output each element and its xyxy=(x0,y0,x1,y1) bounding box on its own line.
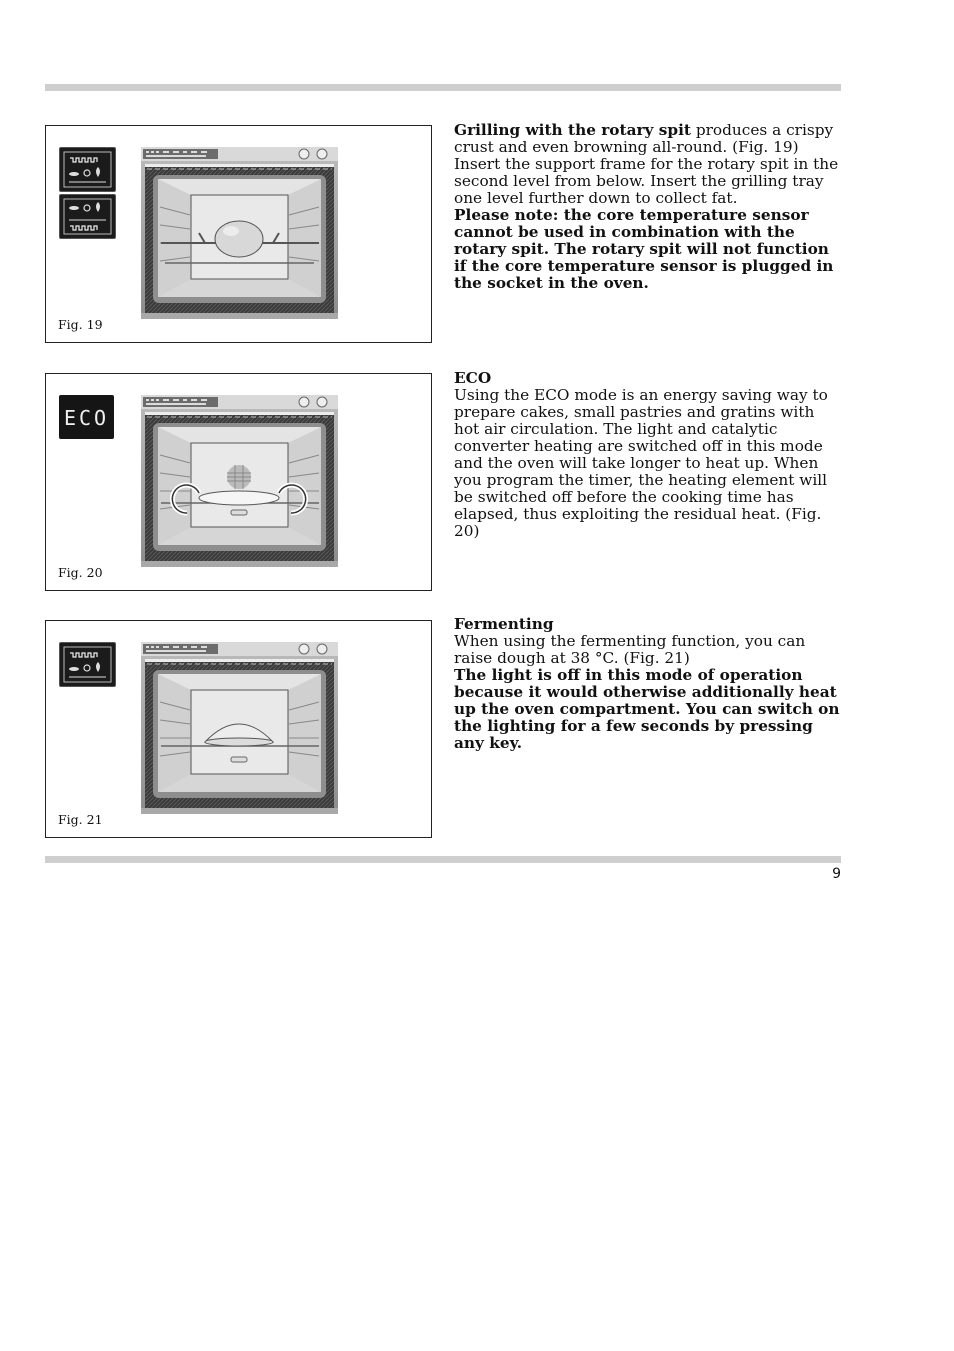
figure-label: Fig. 19 xyxy=(58,317,103,332)
rotary-spit-body: produces a crispy crust and even browning all-round. (Fig. 19) Insert the support frame for the rotary spit in the second level from below. Insert the grilling tray one level further down to collect fat. xyxy=(454,121,839,207)
rotary-spit-symbol-icon xyxy=(60,195,115,238)
figure-21 xyxy=(45,620,432,838)
oven-illustration-rotary-spit xyxy=(141,147,338,319)
knob-icon xyxy=(299,149,309,159)
figure-label: Fig. 21 xyxy=(58,812,103,827)
fermenting-symbol-icon xyxy=(60,643,115,686)
eco-segment-display xyxy=(59,395,114,439)
figure-19 xyxy=(45,125,432,343)
eco-display-text: ECO xyxy=(63,406,110,430)
oven-illustration-eco xyxy=(141,395,338,567)
grill-symbol-icon xyxy=(60,148,115,191)
rotary-spit-heading: Grilling with the rotary spit xyxy=(454,121,691,139)
eco-heading: ECO xyxy=(454,369,492,387)
oven-illustration-fermenting xyxy=(141,642,338,814)
fermenting-body: When using the fermenting function, you can raise dough at 38 °C. (Fig. 21) xyxy=(454,632,806,667)
eco-display xyxy=(59,395,114,439)
fan-grille-icon xyxy=(227,465,251,489)
knob-icon xyxy=(317,644,327,654)
control-panel-display-secondary xyxy=(59,194,116,239)
fermenting-heading: Fermenting xyxy=(454,615,554,633)
figure-20 xyxy=(45,373,432,591)
rotary-spit-note: Please note: the core temperature sensor cannot be used in combination with the rotary spit. The rotary spit will not function if the core temperature sensor is plugged in the socket in the oven. xyxy=(454,206,834,292)
knob-icon xyxy=(299,397,309,407)
knob-icon xyxy=(317,397,327,407)
section-eco-text xyxy=(454,370,840,540)
eco-body: Using the ECO mode is an energy saving way to prepare cakes, small pastries and gratins with hot air circulation. The light and catalytic converter heating are switched off in this mode and the oven will take longer to heat up. When you program the timer, the heating element will be switched off before the cooking time has elapsed, thus exploiting the residual heat. (Fig. 20) xyxy=(454,386,828,540)
figure-label: Fig. 20 xyxy=(58,565,103,580)
fermenting-note: The light is off in this mode of operation because it would otherwise additionally heat up the oven compartment. You can switch on the lighting for a few seconds by pressing any key. xyxy=(454,666,840,752)
page-number: 9 xyxy=(832,866,841,882)
knob-icon xyxy=(317,149,327,159)
control-panel-display xyxy=(59,147,116,192)
section-rotary-spit-text xyxy=(454,122,840,292)
section-fermenting-text xyxy=(454,616,840,752)
control-panel-display xyxy=(59,642,116,687)
bottom-rule xyxy=(45,856,841,863)
top-rule xyxy=(45,84,841,91)
rotary-spit-paragraph xyxy=(454,122,840,207)
knob-icon xyxy=(299,644,309,654)
